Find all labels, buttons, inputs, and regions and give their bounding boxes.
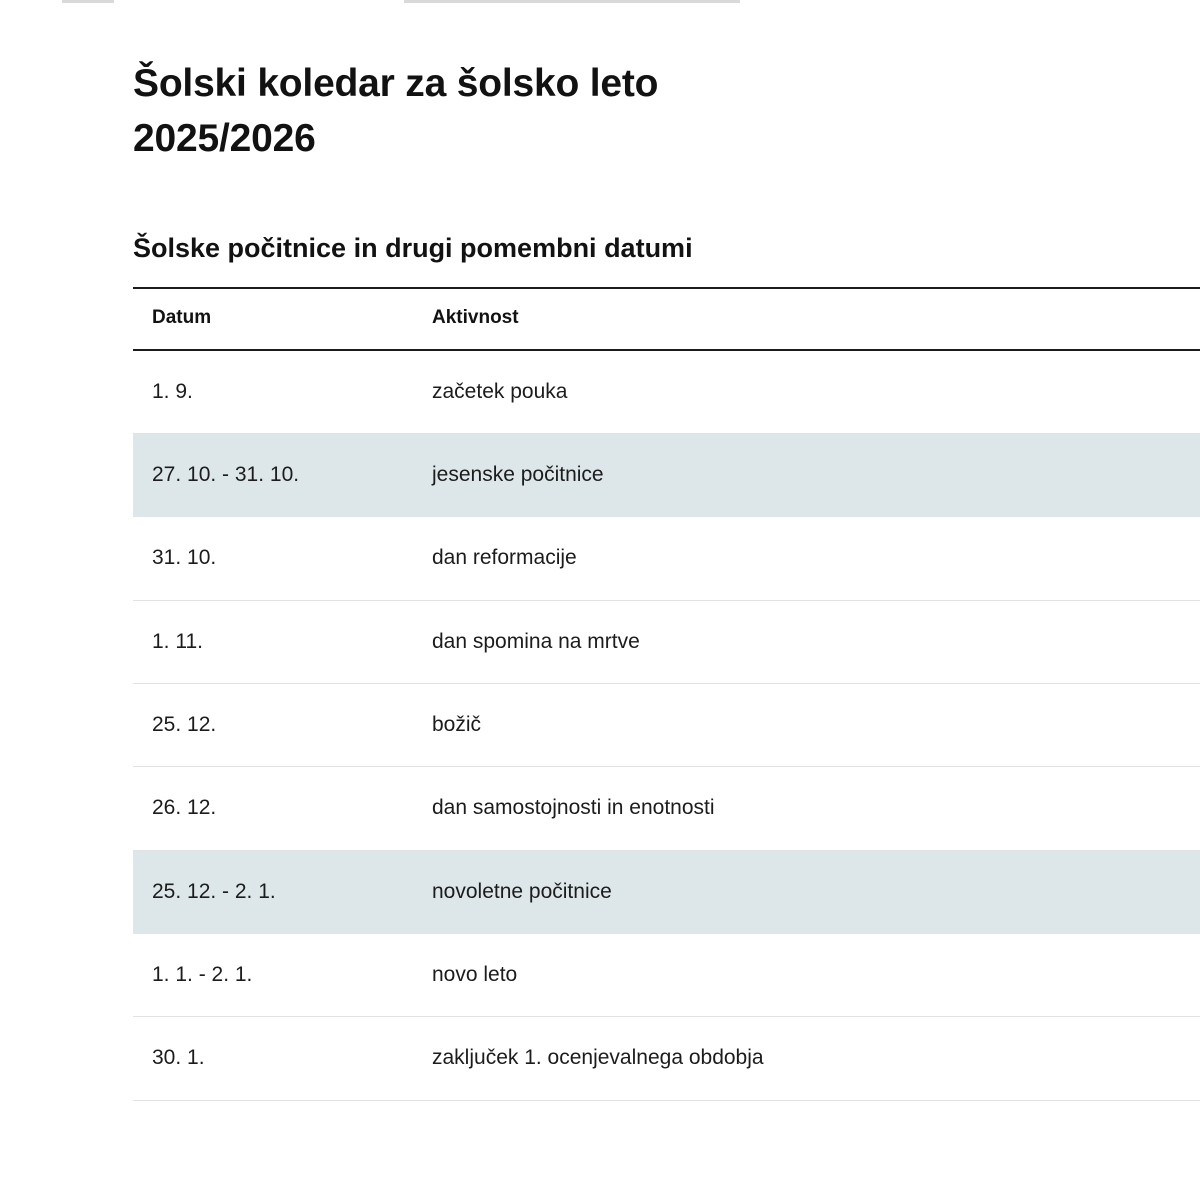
table-row xyxy=(133,600,1200,683)
table-row xyxy=(133,684,1200,767)
school-calendar-table xyxy=(133,287,1200,1101)
cell-activity: dan spomina na mrtve xyxy=(410,600,1200,683)
table-row xyxy=(133,1017,1200,1100)
table-body xyxy=(133,350,1200,1100)
document-content xyxy=(133,56,1200,1101)
cell-date: 1. 1. - 2. 1. xyxy=(133,933,410,1016)
column-header-activity: Aktivnost xyxy=(410,288,1200,350)
cell-activity: jesenske počitnice xyxy=(410,434,1200,517)
cell-date: 31. 10. xyxy=(133,517,410,600)
cell-date: 26. 12. xyxy=(133,767,410,850)
table-row xyxy=(133,434,1200,517)
cell-date: 1. 11. xyxy=(133,600,410,683)
cell-activity: božič xyxy=(410,684,1200,767)
cell-date: 27. 10. - 31. 10. xyxy=(133,434,410,517)
cell-activity: zaključek 1. ocenjevalnega obdobja xyxy=(410,1017,1200,1100)
column-header-date: Datum xyxy=(133,288,410,350)
cell-activity: novo leto xyxy=(410,933,1200,1016)
cell-activity: novoletne počitnice xyxy=(410,850,1200,933)
cell-date: 30. 1. xyxy=(133,1017,410,1100)
table-header-row xyxy=(133,288,1200,350)
table-row xyxy=(133,933,1200,1016)
table-row xyxy=(133,850,1200,933)
cell-activity: dan samostojnosti in enotnosti xyxy=(410,767,1200,850)
table-row xyxy=(133,350,1200,434)
cell-date: 1. 9. xyxy=(133,350,410,434)
section-heading: Šolske počitnice in drugi pomembni datumi xyxy=(133,232,693,263)
cell-activity: dan reformacije xyxy=(410,517,1200,600)
table-header xyxy=(133,288,1200,350)
table-row xyxy=(133,517,1200,600)
page-title: Šolski koledar za šolsko leto 2025/2026 xyxy=(133,62,659,161)
cell-date: 25. 12. - 2. 1. xyxy=(133,850,410,933)
cell-date: 25. 12. xyxy=(133,684,410,767)
cell-activity: začetek pouka xyxy=(410,350,1200,434)
table-row xyxy=(133,767,1200,850)
